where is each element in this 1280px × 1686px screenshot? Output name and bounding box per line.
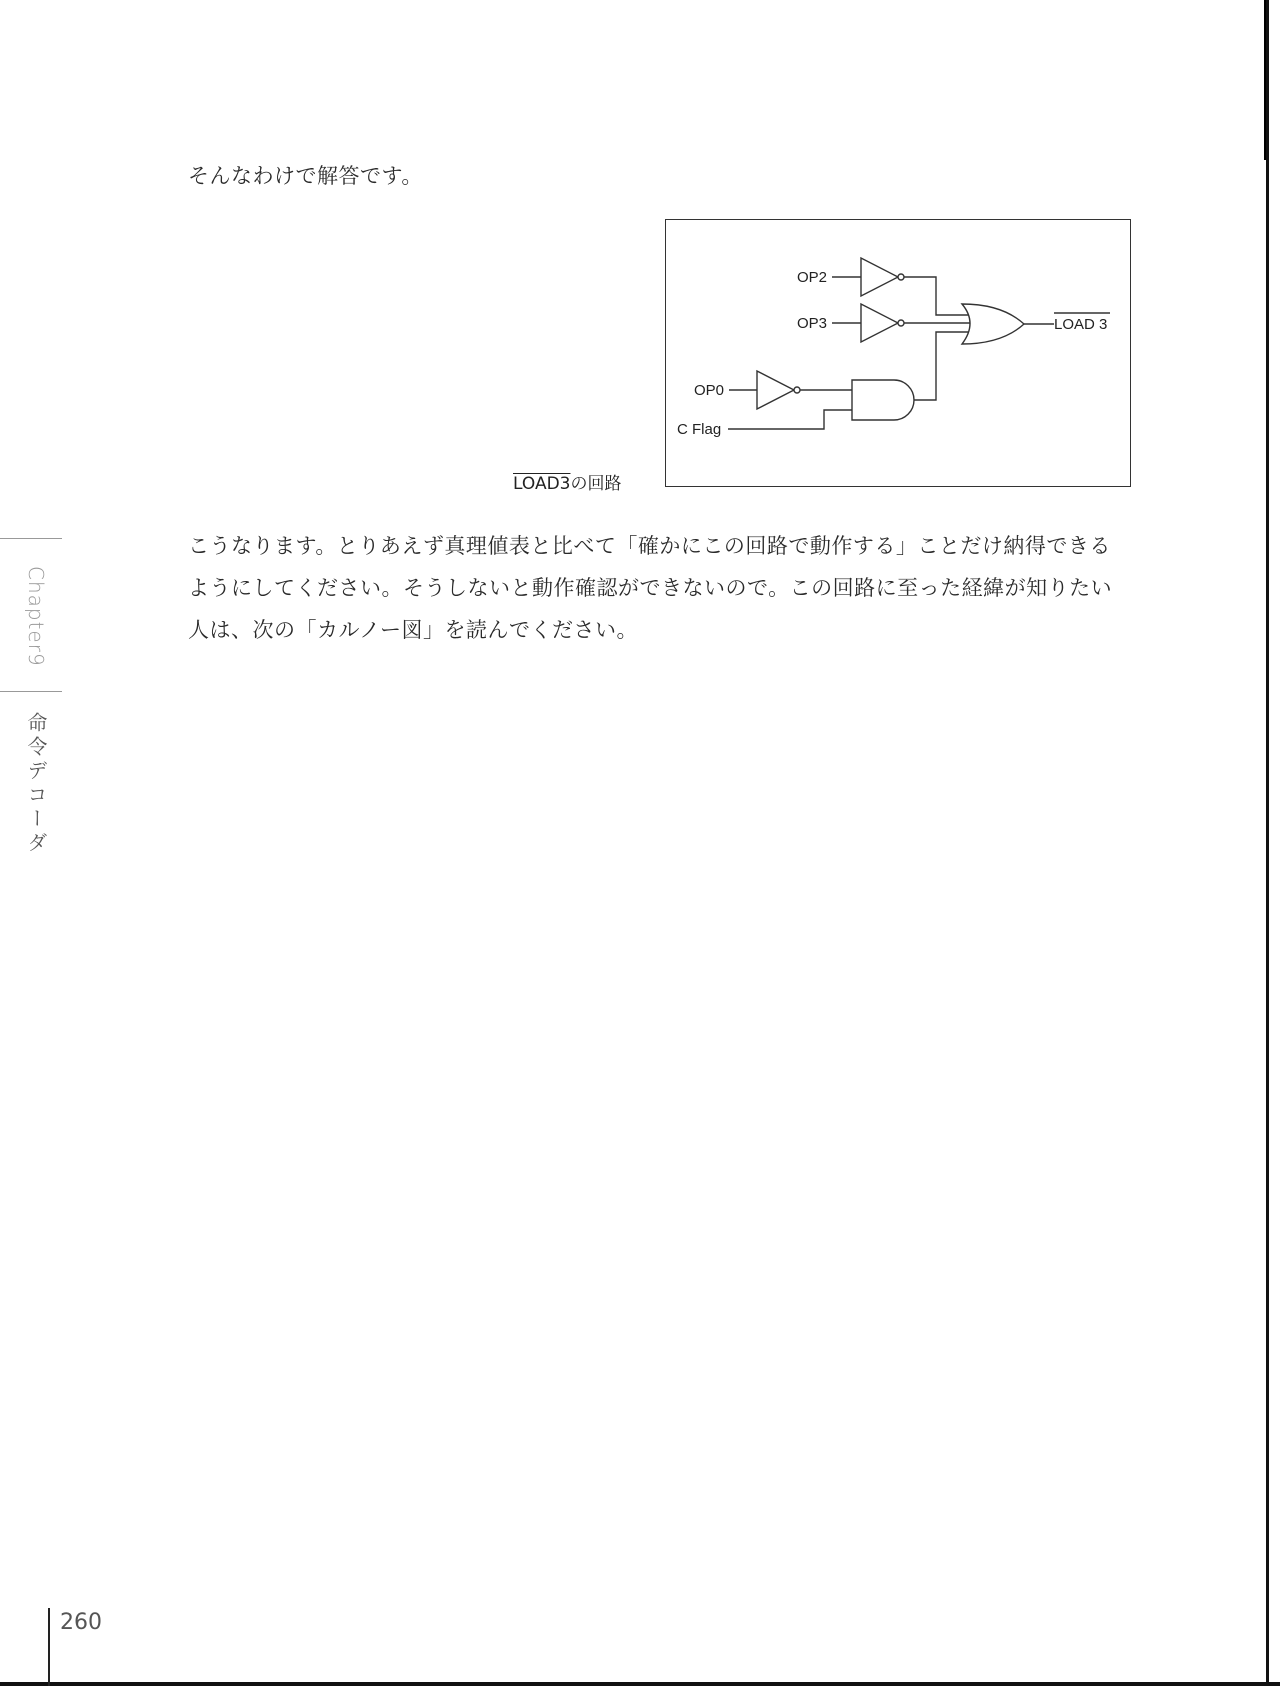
side-divider bbox=[0, 538, 62, 539]
figure-caption-rest: の回路 bbox=[570, 474, 622, 494]
output-label: LOAD 3 bbox=[1054, 316, 1108, 333]
not-gate bbox=[757, 371, 794, 409]
input-label-op0: OP0 bbox=[694, 382, 725, 399]
page-number: 260 bbox=[60, 1610, 102, 1635]
chapter-label: Chapter9 bbox=[24, 566, 48, 667]
body-line: 人は、次の「カルノー図」を読んでください。 bbox=[188, 618, 639, 642]
circuit-diagram bbox=[665, 219, 1131, 487]
wire bbox=[728, 410, 852, 429]
logic-circuit bbox=[666, 220, 1132, 488]
figure-caption-overline: LOAD3 bbox=[513, 474, 571, 494]
page-edge bbox=[1266, 0, 1269, 1686]
chapter-title: 命令デコーダ bbox=[24, 712, 48, 856]
figure-caption bbox=[513, 469, 621, 494]
page-edge bbox=[0, 1682, 1280, 1686]
wire bbox=[904, 277, 968, 315]
not-bubble bbox=[898, 274, 904, 280]
body-paragraph bbox=[188, 525, 1138, 651]
and-gate bbox=[852, 380, 914, 420]
input-label-op3: OP3 bbox=[797, 315, 828, 332]
body-line: ようにしてください。そうしないと動作確認ができないので。この回路に至った経緯が知りたい bbox=[188, 576, 1113, 600]
not-bubble bbox=[794, 387, 800, 393]
input-label-op2: OP2 bbox=[797, 269, 828, 286]
side-divider bbox=[0, 691, 62, 692]
not-gate bbox=[861, 304, 898, 342]
not-bubble bbox=[898, 320, 904, 326]
not-gate bbox=[861, 258, 898, 296]
intro-text: そんなわけで解答です。 bbox=[188, 164, 423, 188]
body-line: こうなります。とりあえず真理値表と比べて「確かにこの回路で動作する」ことだけ納得できる bbox=[188, 534, 1111, 558]
input-label-cflag: C Flag bbox=[677, 421, 722, 438]
wire bbox=[914, 332, 968, 400]
page-number-rule bbox=[48, 1608, 50, 1686]
or-gate bbox=[962, 304, 1024, 344]
